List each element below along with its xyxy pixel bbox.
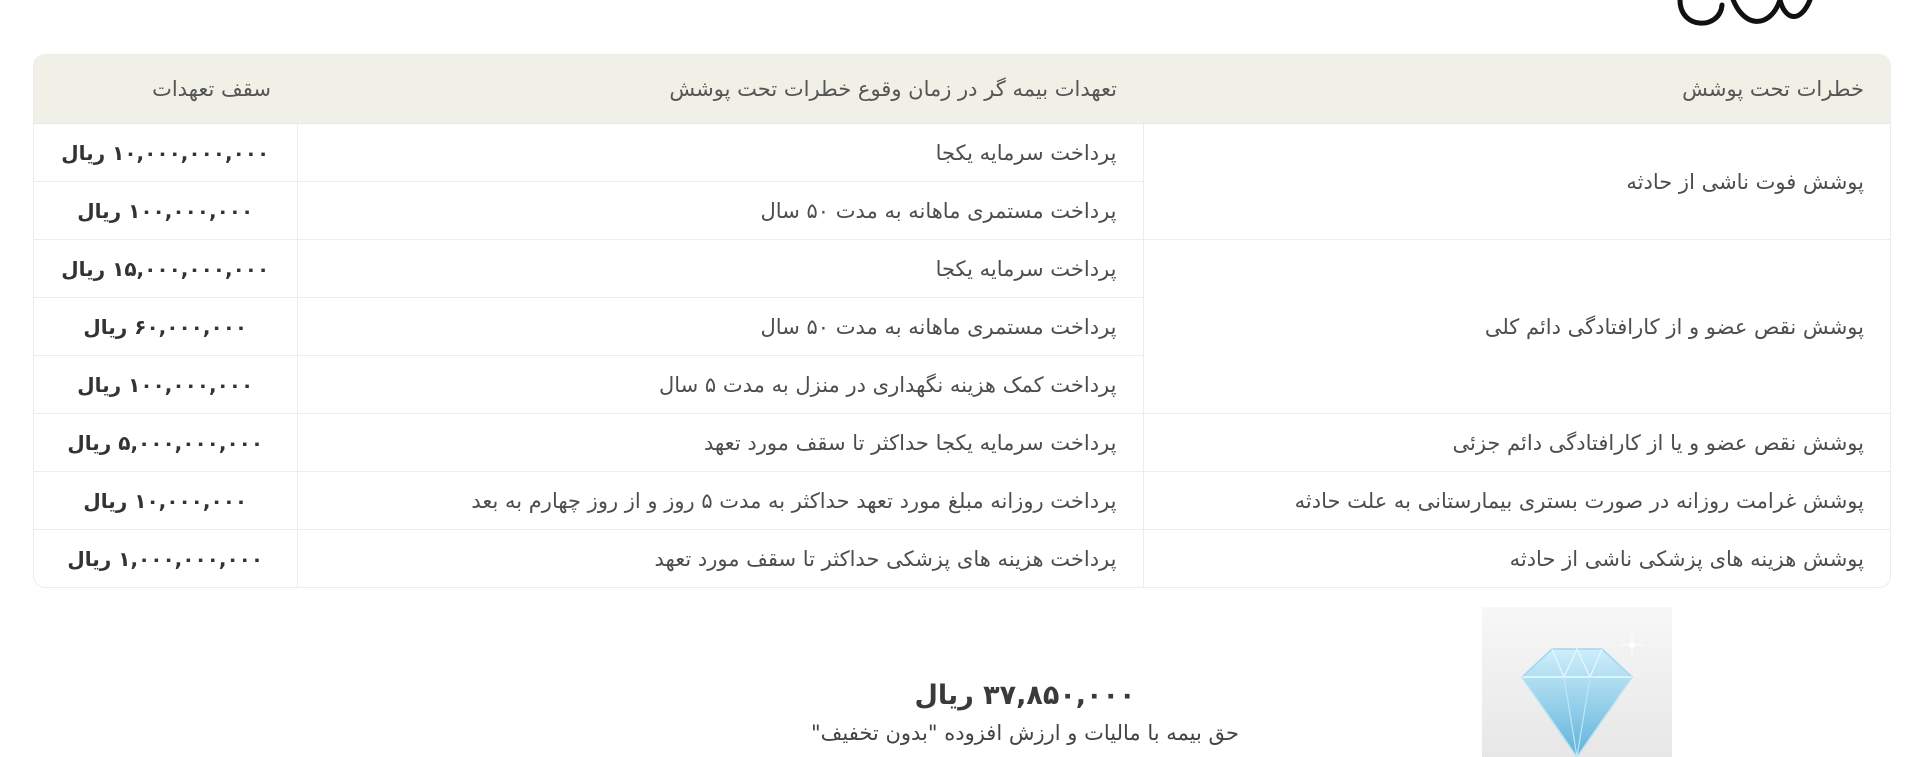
- table-row: [34, 472, 1890, 530]
- coverage-table: [33, 54, 1891, 588]
- cap-cell: ۵,۰۰۰,۰۰۰,۰۰۰ ریال: [34, 414, 297, 472]
- header-risk: خطرات تحت پوشش: [1143, 55, 1890, 124]
- header-cap: سقف تعهدات: [34, 55, 297, 124]
- table-row: [34, 124, 1890, 182]
- commitment-cell: پرداخت مستمری ماهانه به مدت ۵۰ سال: [297, 182, 1143, 240]
- risk-cell: پوشش غرامت روزانه در صورت بستری بیمارستانی به علت حادثه: [1143, 472, 1890, 530]
- plan-image: [1482, 607, 1672, 757]
- commitment-cell: پرداخت روزانه مبلغ مورد تعهد حداکثر به مدت ۵ روز و از روز چهارم به بعد: [297, 472, 1143, 530]
- coverage-table-grid: [34, 55, 1890, 587]
- cap-cell: ۶۰,۰۰۰,۰۰۰ ریال: [34, 298, 297, 356]
- cap-cell: ۱۰۰,۰۰۰,۰۰۰ ریال: [34, 356, 297, 414]
- table-row: [34, 240, 1890, 298]
- commitment-cell: پرداخت کمک هزینه نگهداری در منزل به مدت ۵ سال: [297, 356, 1143, 414]
- table-row: [34, 530, 1890, 588]
- risk-cell: پوشش نقص عضو و یا از کارافتادگی دائم جزئی: [1143, 414, 1890, 472]
- diamond-icon: [1482, 607, 1672, 757]
- commitment-cell: پرداخت مستمری ماهانه به مدت ۵۰ سال: [297, 298, 1143, 356]
- commitment-cell: پرداخت سرمایه یکجا: [297, 240, 1143, 298]
- cap-cell: ۱۰,۰۰۰,۰۰۰ ریال: [34, 472, 297, 530]
- commitment-cell: پرداخت سرمایه یکجا: [297, 124, 1143, 182]
- brand-logo: [1660, 0, 1840, 30]
- cap-cell: ۱۵,۰۰۰,۰۰۰,۰۰۰ ریال: [34, 240, 297, 298]
- table-header-row: [34, 55, 1890, 124]
- header-commitment: تعهدات بیمه گر در زمان وقوع خطرات تحت پوشش: [297, 55, 1143, 124]
- cap-cell: ۱,۰۰۰,۰۰۰,۰۰۰ ریال: [67, 546, 264, 571]
- risk-cell: پوشش هزینه های پزشکی ناشی از حادثه: [1143, 530, 1890, 588]
- commitment-cell: پرداخت سرمایه یکجا حداکثر تا سقف مورد تعهد: [297, 414, 1143, 472]
- cap-cell: ۱۰,۰۰۰,۰۰۰,۰۰۰ ریال: [34, 124, 297, 182]
- risk-cell: پوشش نقص عضو و از کارافتادگی دائم کلی: [1143, 240, 1890, 414]
- cap-cell: ۱۰۰,۰۰۰,۰۰۰ ریال: [34, 182, 297, 240]
- plan-price: ۳۷,۸۵۰,۰۰۰ ریال: [914, 680, 1136, 711]
- risk-cell: پوشش فوت ناشی از حادثه: [1143, 124, 1890, 240]
- table-row: [34, 414, 1890, 472]
- plan-price-note: حق بیمه با مالیات و ارزش افزوده "بدون تخفیف": [811, 721, 1239, 745]
- commitment-cell: پرداخت هزینه های پزشکی حداکثر تا سقف مورد تعهد: [297, 530, 1143, 588]
